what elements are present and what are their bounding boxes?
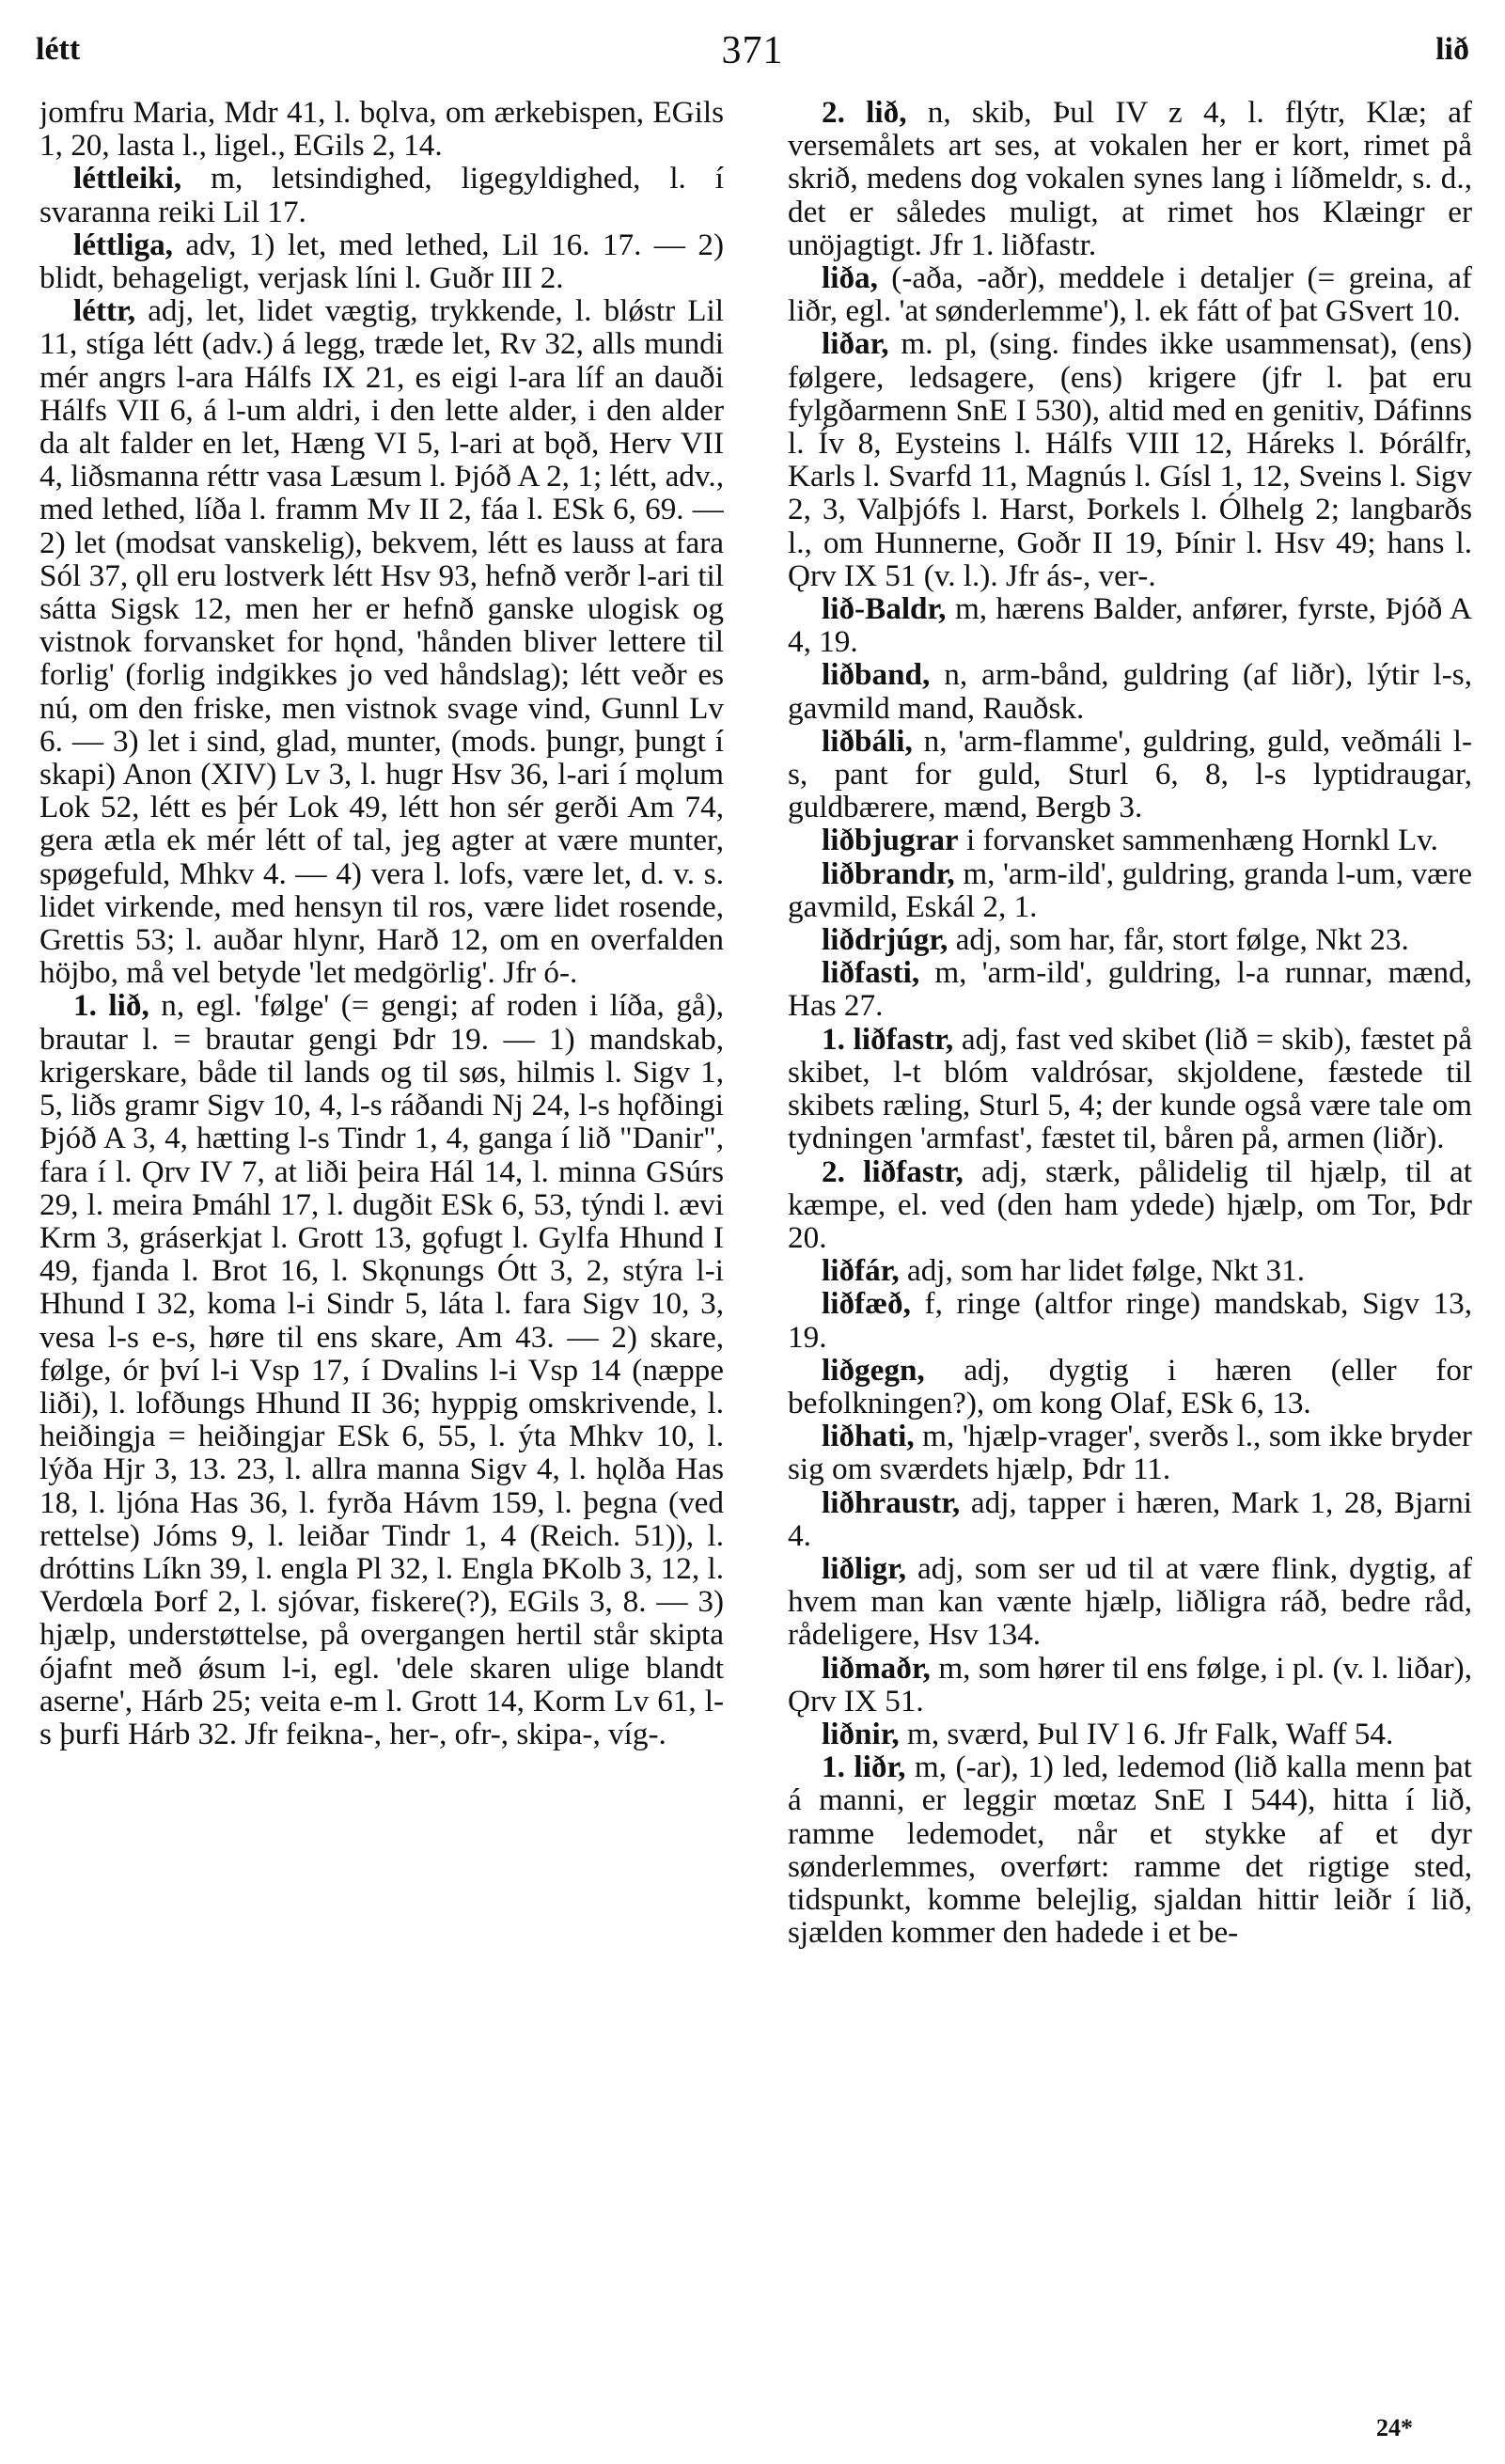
entry-text: m, 'arm-ild', guldring, l-a runnar, mænd, Has 27. [788, 955, 1472, 1024]
entry-text: adj, som har, får, stort følge, Nkt 23. [948, 922, 1409, 958]
dictionary-entry [788, 857, 1472, 923]
entry-headword: léttleiki, [73, 161, 182, 196]
text-columns [36, 96, 1472, 2399]
dictionary-entry [788, 1486, 1472, 1552]
dictionary-entry [39, 989, 724, 1750]
header-right-guideword: lið [1435, 32, 1469, 67]
running-head [36, 23, 1469, 81]
entry-text: (-aða, -aðr), meddele i detaljer (= greina, af liðr, egl. 'at sønderlemme'), l. ek fátt of þat GSvert 10. [788, 260, 1472, 329]
dictionary-entry [788, 96, 1472, 261]
dictionary-entry [788, 1287, 1472, 1353]
right-column [788, 96, 1472, 2399]
entry-text: adj, let, lidet vægtig, trykkende, l. blǿstr Lil 11, stíga létt (adv.) á legg, træde let, Rv 32, alls mundi mér angrs l-ara Hálfs IX 21, es eigi l-ara líf an dauði Hálfs VII 6, á l-um aldri, i den lette alder, i den alder da alt falder en let, Hæng VI 5, l-ari at bǫð, Herv VII 4, liðsmanna réttr vasa Læsum l. Þjóð A 2, 1; létt, adv., med lethed, líða l. framm Mv II 2, fáa l. ESk 6, 69. — 2) let (modsat vanskelig), bekvem, létt es lauss at fara Sól 37, ǫll eru lostverk létt Hsv 93, hefnð verðr l-ari til sátta Sigsk 12, men her er hefnð ganske ulogisk og vistnok forvansket for hǫnd, 'hånden bliver lettere til forlig' (forlig indgikkes jo ved håndslag); létt veðr es nú, om den friske, men vistnok svage vind, Gunnl Lv 6. — 3) let i sind, glad, munter, (mods. þungr, þungt í skapi) Anon (XIV) Lv 3, l. hugr Hsv 36, l-ari í mǫlum Lok 52, létt es þér Lok 49, létt hon sér gerði Am 74, gera ætla ek mér létt of tal, jeg agter at være munter, spøgefuld, Mhkv 4. — 4) vera l. lofs, være let, d. v. s. lidet virkende, med hensyn til ros, være lidet rosende, Grettis 53; l. auðar hlynr, Harð 12, om en overfalden höjbo, må vel betyde 'let medgörlig'. Jfr ó-. [39, 293, 724, 991]
entry-headword: léttliga, [73, 227, 173, 262]
entry-headword: liðbjugrar [822, 823, 959, 858]
dictionary-entry [788, 725, 1472, 824]
entry-headword: lið-Baldr, [822, 591, 947, 627]
dictionary-entry [788, 592, 1472, 658]
entry-headword: liðdrjúgr, [822, 922, 948, 958]
entry-headword: liðnir, [822, 1716, 900, 1751]
entry-text: i forvansket sammenhæng Hornkl Lv. [958, 823, 1438, 858]
dictionary-entry [39, 162, 724, 228]
entry-headword: liða, [822, 260, 878, 296]
entry-text: adj, som har lidet følge, Nkt 31. [899, 1253, 1306, 1289]
header-left-guideword: létt [36, 32, 81, 67]
entry-text: m, 'arm-ild', guldring, granda l-um, være gavmild, Eskál 2, 1. [788, 855, 1472, 924]
entry-text: adv, 1) let, med lethed, Lil 16. 17. — 2) blidt, behageligt, verjask líni l. Guðr III 2. [39, 227, 724, 296]
dictionary-entry [788, 1023, 1472, 1155]
dictionary-entry [788, 1254, 1472, 1287]
entry-text: jomfru Maria, Mdr 41, l. bǫlva, om ærkebispen, EGils 1, 20, lasta l., ligel., EGils 2, 14. [39, 96, 724, 164]
left-column [39, 96, 724, 2399]
entry-headword: 1. liðr, [822, 1750, 906, 1785]
entry-headword: liðhraustr, [822, 1484, 961, 1520]
entry-text: m, som hører til ens følge, i pl. (v. l. liðar), Ǫrv IX 51. [788, 1650, 1472, 1719]
entry-text: m, 'hjælp-vrager', sverðs l., som ikke bryder sig om sværdets hjælp, Þdr 11. [788, 1419, 1472, 1487]
entry-headword: liðfár, [822, 1253, 900, 1289]
entry-headword: liðband, [822, 657, 931, 693]
entry-headword: 2. liðfastr, [822, 1154, 964, 1189]
entry-text: m, (-ar), 1) led, ledemod (lið kalla menn þat á manni, er leggir mœtaz SnE I 544), hitta í lið, ramme ledemodet, når et stykke af et dyr sønderlemmes, overført: ramme det rigtige sted, tidspunkt, komme belejlig, sjaldan hittir leiðr í lið, sjælden kommer den hadede i et be- [788, 1750, 1472, 1951]
entry-headword: liðmaðr, [822, 1650, 931, 1686]
entry-text: n, arm-bånd, guldring (af liðr), lýtir l-s, gavmild mand, Rauðsk. [788, 657, 1472, 726]
entry-text: adj, stærk, pålidelig til hjælp, til at kæmpe, el. ved (den ham ydede) hjælp, om Tor, Þdr 20. [788, 1154, 1472, 1255]
dictionary-entry [788, 1155, 1472, 1255]
entry-headword: 2. lið, [822, 96, 907, 130]
dictionary-entry [788, 1652, 1472, 1718]
dictionary-page [36, 23, 1472, 2448]
dictionary-entry [788, 1420, 1472, 1485]
entry-headword: 1. lið, [73, 988, 149, 1024]
dictionary-entry [39, 96, 724, 162]
dictionary-entry [788, 824, 1472, 856]
entry-headword: liðfasti, [822, 955, 920, 991]
entry-text: n, egl. 'følge' (= gengi; af roden i líða, gå), brautar l. = brautar gengi Þdr 19. — 1) mandskab, krigerskare, både til lands og til søs, hilmis l. Sigv 1, 5, liðs gramr Sigv 10, 4, l-s ráðandi Nj 24, l-s hǫfðingi Þjóð A 3, 4, hætting l-s Tindr 1, 4, ganga í lið "Danir", fara í l. Ǫrv IV 7, at liði þeira Hál 14, l. minna GSúrs 29, l. meira Þmáhl 17, l. dugðit ESk 6, 53, týndi l. ævi Krm 3, gráserkjat l. Grott 13, gǫfugt l. Gylfa Hhund I 49, fjanda l. Brot 16, l. Skǫnungs Ótt 3, 2, stýra l-i Hhund I 32, koma l-i Sindr 5, láta l. fara Sigv 10, 3, vesa l-s e-s, høre til ens skare, Am 43. — 2) skare, følge, ór því l-i Vsp 17, í Dvalins l-i Vsp 14 (næppe liði), l. lofðungs Hhund II 36; hyppig omskrivende, l. heiðingja = heiðingjar ESk 6, 55, l. ýta Mhkv 10, l. lýða Hjr 3, 13. 23, l. allra manna Sigv 4, l. hǫlða Has 18, l. ljóna Has 36, l. fyrða Hávm 159, l. þegna (ved rettelse) Jóms 9, l. leiðar Tindr 1, 4 (Reich. 51)), l. dróttins Líkn 39, l. engla Pl 32, l. Engla ÞKolb 3, 12, l. Verdœla Þorf 2, l. sjóvar, fiskere(?), EGils 3, 8. — 3) hjælp, understøttelse, på overgangen hertil står skipta ójafnt með ǿsum l-i, egl. 'dele skaren ulige blandt aserne', Hárb 25; veita e-m l. Grott 14, Korm Lv 61, l-s þurfi Hárb 32. Jfr feikna-, her-, ofr-, skipa-, víg-. [39, 988, 724, 1751]
dictionary-entry [788, 261, 1472, 327]
entry-text: m, hærens Balder, anfører, fyrste, Þjóð A 4, 19. [788, 591, 1472, 660]
entry-headword: liðar, [822, 326, 889, 362]
entry-headword: liðfæð, [822, 1286, 911, 1322]
entry-text: adj, tapper i hæren, Mark 1, 28, Bjarni 4. [788, 1484, 1472, 1553]
dictionary-entry [788, 1718, 1472, 1750]
entry-headword: léttr, [73, 293, 136, 329]
entry-headword: liðhati, [822, 1419, 915, 1454]
dictionary-entry [788, 658, 1472, 724]
entry-headword: liðligr, [822, 1550, 907, 1586]
dictionary-entry [788, 956, 1472, 1022]
dictionary-entry [788, 1552, 1472, 1652]
entry-text: m, letsindighed, ligegyldighed, l. í svaranna reiki Lil 17. [39, 161, 724, 229]
dictionary-entry [788, 1750, 1472, 1949]
entry-headword: liðgegn, [822, 1352, 925, 1388]
dictionary-entry [788, 923, 1472, 956]
page-number: 371 [721, 29, 784, 72]
dictionary-entry [788, 1354, 1472, 1420]
entry-text: f, ringe (altfor ringe) mandskab, Sigv 13, 19. [788, 1286, 1472, 1355]
entry-headword: liðbáli, [822, 723, 913, 759]
dictionary-entry [39, 294, 724, 989]
entry-text: n, 'arm-flamme', guldring, guld, veðmáli l-s, pant for guld, Sturl 6, 8, l-s lyptidraugar, guldbærere, mænd, Bergb 3. [788, 723, 1472, 825]
entry-text: adj, som ser ud til at være flink, dygtig, af hvem man kan vænte hjælp, liðligra ráð, bedre råd, rådeligere, Hsv 134. [788, 1550, 1472, 1653]
entry-text: adj, dygtig i hæren (eller for befolkningen?), om kong Olaf, ESk 6, 13. [788, 1352, 1472, 1420]
dictionary-entry [39, 228, 724, 294]
entry-text: n, skib, Þul IV z 4, l. flýtr, Klæ; af versemålets art ses, at vokalen her er kort, rimet på skrið, medens dog vokalen synes lang i líðmeldr, s. d., det er således muligt, at rimet hos Klæingr er unöjagtigt. Jfr 1. liðfastr. [788, 96, 1472, 262]
printer-signature: 24* [1376, 2414, 1413, 2441]
entry-headword: 1. liðfastr, [822, 1021, 954, 1057]
entry-text: m, sværd, Þul IV l 6. Jfr Falk, Waff 54. [899, 1716, 1394, 1751]
entry-text: m. pl, (sing. findes ikke usammensat), (ens) følgere, ledsagere, (ens) krigere (jfr l. þat eru fylgðarmenn SnE I 530), altid med en genitiv, Dáfinns l. Ív 8, Eysteins l. Hálfs VIII 12, Háreks l. Þórálfr, Karls l. Svarfd 11, Magnús l. Gísl 1, 12, Sveins l. Sigv 2, 3, Valþjófs l. Harst, Þorkels l. Ólhelg 2; langbarðs l., om Hunnerne, Goðr II 19, Þínir l. Hsv 49; hans l. Ǫrv IX 51 (v. l.). Jfr ás-, ver-. [788, 326, 1472, 593]
entry-text: adj, fast ved skibet (lið = skib), fæstet på skibet, l-t blóm valdrósar, skjoldene, fæstede til skibets ræling, Sturl 5, 4; der kunde også være tale om tydningen 'armfast', fæstet til, båren på, armen (liðr). [788, 1021, 1472, 1156]
entry-headword: liðbrandr, [822, 855, 955, 891]
dictionary-entry [788, 327, 1472, 592]
